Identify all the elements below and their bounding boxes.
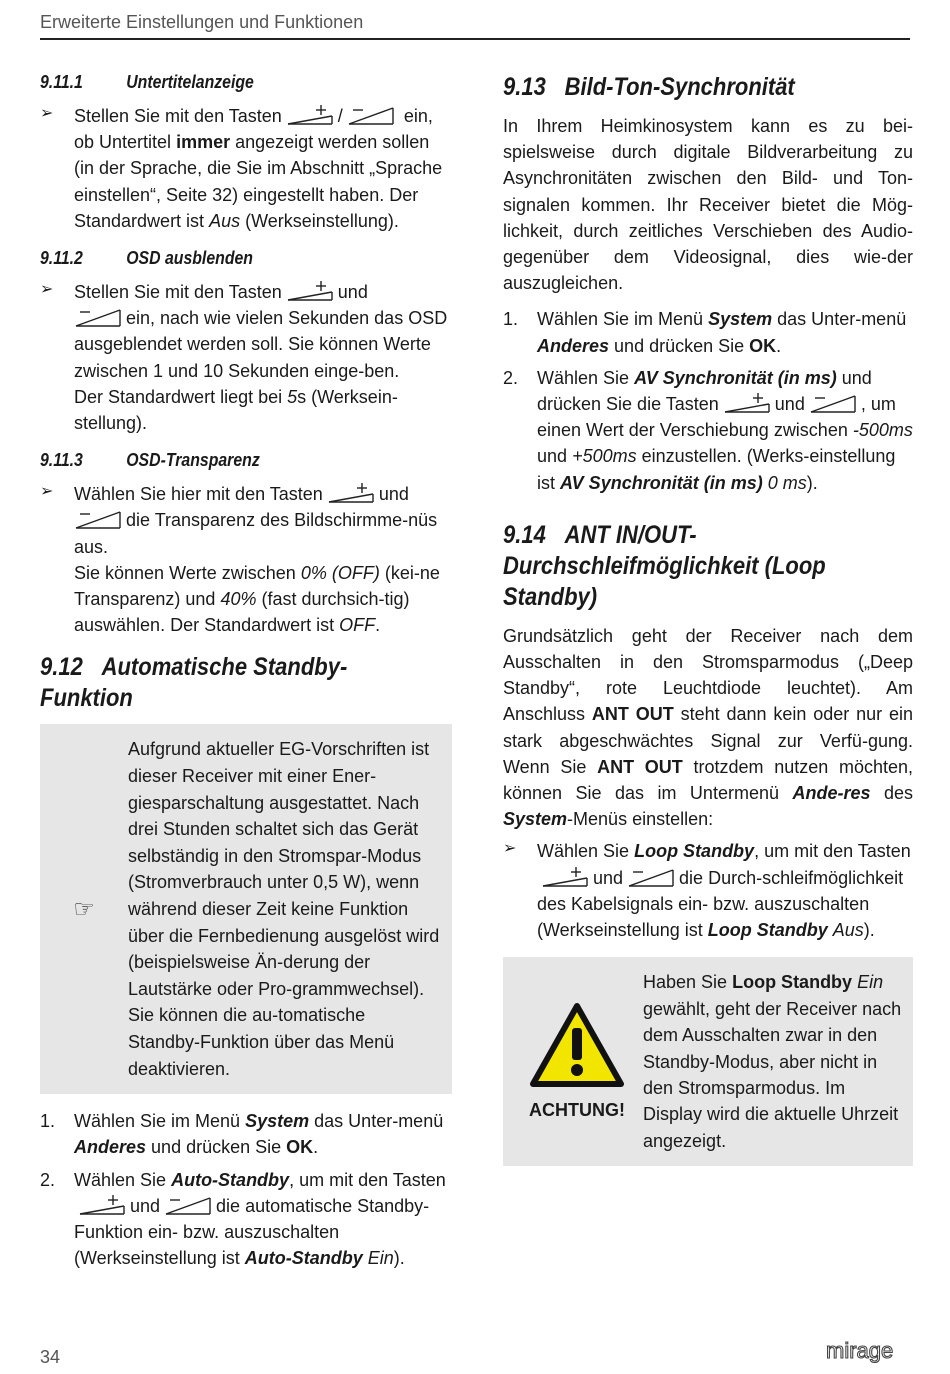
list-item: 1. Wählen Sie im Menü System das Unter-menü Anderes und drücken Sie OK. bbox=[503, 309, 907, 356]
volume-minus-key-icon bbox=[74, 508, 122, 530]
info-note-box bbox=[40, 724, 452, 1094]
arrowhead-bullet-icon: ➢ bbox=[40, 105, 54, 122]
svg-text:mirage: mirage bbox=[826, 1340, 894, 1363]
volume-plus-key-icon bbox=[78, 1194, 126, 1216]
note-text: Aufgrund aktueller EG-Vorschriften ist dieser Receiver mit einer Ener-giesparschaltung ausgestattet. Nach drei Stunden schaltet sich das Gerät selbständig in den Stromspar-Modus (Stromverbrauch unter 0,5 W), wenn während dieser Zeit keine Funktion über die Fernbedienung ausgelöst wird (beispielsweise Än-derung der Lautstärke oder Pro-grammwechsel). Sie können die au-tomatische Standby-Funktion über das Menü deaktivieren. bbox=[128, 739, 440, 1079]
mirage-logo bbox=[826, 1340, 912, 1369]
list-item: 2. Wählen Sie AV Synchronität (in ms) und drücken Sie die Tasten und , um einen Wert der Verschiebung zwischen -500ms und +500ms einzustellen. (Werks-einstellung ist AV Synchronität (in ms) 0 ms). bbox=[503, 367, 913, 493]
section-heading-9-11-2 bbox=[40, 248, 403, 269]
warning-text: Haben Sie Loop Standby Ein gewählt, geht der Receiver nach dem Ausschalten zwar in den Standby-Modus, aber nicht in den Stromsparmodus. Im Display wird die aktuelle Uhrzeit angezeigt. bbox=[643, 972, 902, 1151]
section-number: 9.13 bbox=[503, 73, 546, 101]
section-number: 9.12 bbox=[40, 653, 83, 682]
section-title: Untertitelanzeige bbox=[126, 72, 254, 92]
bullet-item bbox=[503, 838, 913, 943]
volume-minus-key-icon bbox=[74, 306, 122, 328]
section-heading-9-11-3 bbox=[40, 450, 403, 471]
bullet-text: Wählen Sie Loop Standby, um mit den Tastenund die Durch-schleifmöglichkeit des Kabelsignals ein- bzw. auszuschalten (Werkseinstellung ist Loop Standby Aus). bbox=[537, 841, 911, 941]
page-number: 34 bbox=[40, 1347, 61, 1367]
pointing-hand-icon: ☞ bbox=[73, 895, 95, 923]
arrowhead-bullet-icon: ➢ bbox=[40, 483, 54, 501]
section-number: 9.14 bbox=[503, 520, 546, 549]
volume-minus-key-icon bbox=[809, 392, 857, 414]
volume-minus-key-icon bbox=[347, 104, 395, 126]
bullet-text: Stellen Sie mit den Tasten / ein, ob Untertitel immer angezeigt werden sollen (in der Sprache, die Sie im Abschnitt „Sprache einstellen“, Seite 32) eingestellt haben. Der Standardwert ist Aus (Werkseinstellung). bbox=[74, 106, 443, 231]
section-title: OSD-Transparenz bbox=[126, 450, 260, 471]
arrowhead-bullet-icon: ➢ bbox=[40, 281, 54, 299]
list-item: 1. Wählen Sie im Menü System das Unter-menü Anderes und drücken Sie OK. bbox=[40, 1111, 444, 1158]
left-column bbox=[40, 72, 452, 1277]
volume-plus-key-icon bbox=[327, 482, 375, 504]
arrowhead-bullet-icon: ➢ bbox=[503, 840, 517, 858]
warning-label: ACHTUNG! bbox=[529, 1100, 625, 1121]
warning-triangle-icon bbox=[529, 1002, 625, 1088]
list-item: 2. Wählen Sie Auto-Standby, um mit den Tastenund die automatische Standby-Funktion ein- bzw. auszuschalten (Werkseinstellung ist Auto-Standby Ein). bbox=[40, 1169, 446, 1269]
section-title: OSD ausblenden bbox=[126, 248, 253, 269]
numbered-list bbox=[40, 1108, 452, 1271]
bullet-text: Wählen Sie hier mit den Tasten und die Transparenz des Bildschirmme-nüs aus. Sie können Werte zwischen 0% (OFF) (kei-ne Transparenz) und 40% (fast durchsich-tig) auswählen. Der Standardwert ist OFF. bbox=[74, 484, 440, 636]
bullet-text: Stellen Sie mit den Tasten und ein, nach wie vielen Sekunden das OSD ausgeblendet werden soll. Sie können Werte zwischen 1 und 10 Sekunden einge-ben. Der Standardwert liegt bei 5s (Werksein-stellung). bbox=[74, 282, 448, 434]
section-number: 9.11.2 bbox=[40, 248, 83, 269]
bullet-item bbox=[40, 481, 452, 638]
section-title: ANT IN/OUT-Durchschleifmöglichkeit (Loop Standby) bbox=[503, 520, 826, 611]
page-header: Erweiterte Einstellungen und Funktionen bbox=[40, 12, 910, 40]
paragraph: Grundsätzlich geht der Receiver nach dem Ausschalten in den Stromsparmodus („Deep Standby“, rote Leuchtdiode leuchtet). Am Anschluss ANT OUT steht dann kein oder nur ein stark abgeschwächtes Signal zur Verfü-gung. Wenn Sie ANT OUT trotzdem nutzen möchten, können Sie das im Untermenü Ande-res des System-Menüs einstellen: bbox=[503, 625, 913, 830]
paragraph: In Ihrem Heimkinosystem kann es zu bei-spielsweise durch digitale Bildverarbeitung zu Asynchronitäten zwischen den Bild- und Ton-signalen kommen. Ihr Receiver bietet die Mög-lichkeit, durch zeitliches Verschieben des Audio- gegenüber dem Videosignal, dies wie-der auszugleichen. bbox=[503, 116, 913, 294]
section-number: 9.11.3 bbox=[40, 450, 83, 471]
section-title: Automatische Standby-Funktion bbox=[40, 653, 348, 713]
bullet-item bbox=[40, 103, 452, 234]
section-heading-9-11-1 bbox=[40, 72, 403, 93]
volume-plus-key-icon bbox=[286, 280, 334, 302]
section-heading-9-14 bbox=[503, 520, 864, 613]
volume-minus-key-icon bbox=[627, 866, 675, 888]
bullet-item bbox=[40, 279, 452, 436]
section-heading-9-12 bbox=[40, 652, 403, 714]
volume-plus-key-icon bbox=[541, 866, 589, 888]
warning-box bbox=[503, 957, 913, 1166]
section-number: 9.11.1 bbox=[40, 72, 83, 92]
right-column bbox=[503, 72, 913, 1166]
volume-plus-key-icon bbox=[286, 104, 334, 126]
section-heading-9-13 bbox=[503, 72, 864, 103]
numbered-list bbox=[503, 306, 913, 495]
section-title: Bild-Ton-Synchronität bbox=[564, 73, 795, 101]
volume-plus-key-icon bbox=[723, 392, 771, 414]
volume-minus-key-icon bbox=[164, 1194, 212, 1216]
